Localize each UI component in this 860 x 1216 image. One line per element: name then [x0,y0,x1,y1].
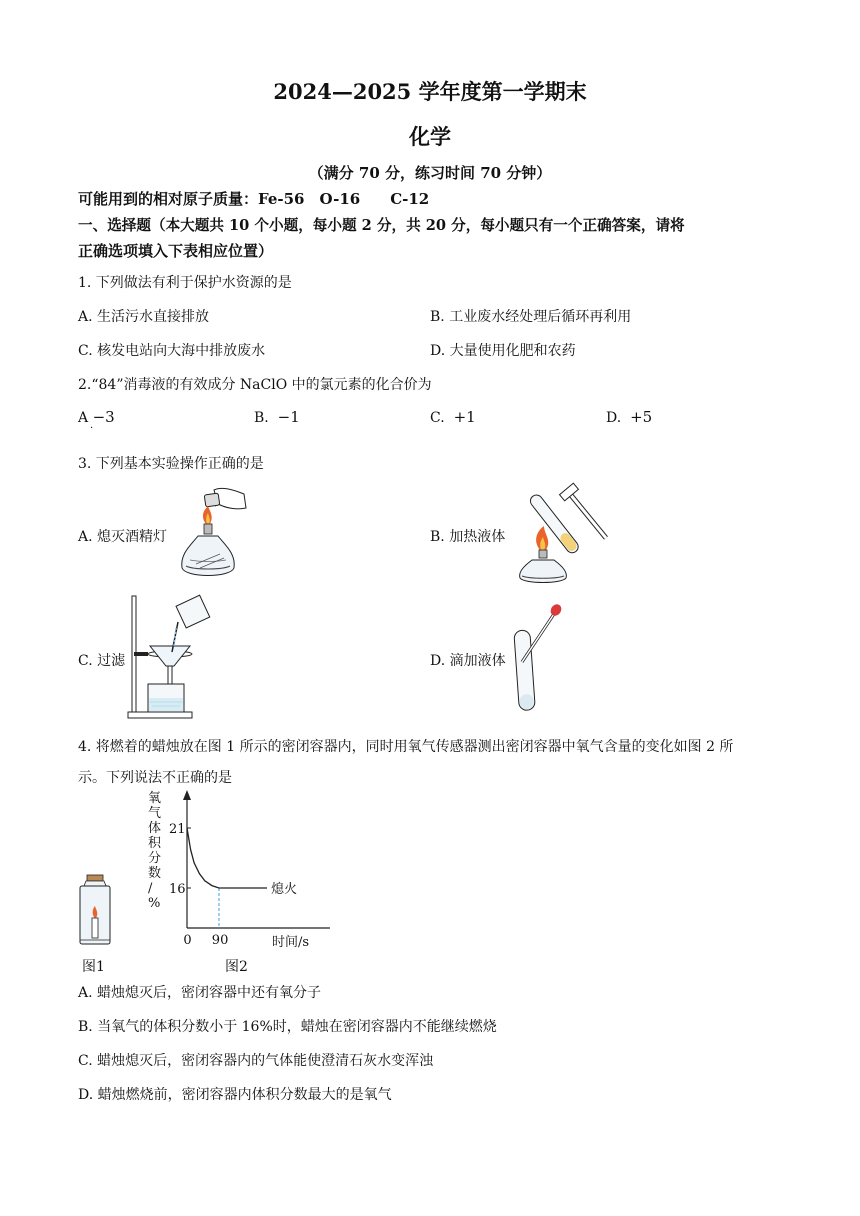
filtration-illustration [126,594,216,722]
q4-option-b: B. 当氧气的体积分数小于 16%时，蜡烛在密闭容器内不能继续燃烧 [78,1019,497,1035]
q1-option-a: A. 生活污水直接排放 [78,309,210,325]
q2-stem: 2.“84”消毒液的有效成分 NaClO 中的氯元素的化合价为 [78,377,432,393]
chart-x-tick-label: 0 [183,933,192,948]
chart-series-line [187,828,267,888]
figure1-label: 图1 [82,959,105,975]
q4-option-c: C. 蜡烛熄灭后，密闭容器内的气体能使澄清石灰水变浑浊 [78,1053,434,1069]
q2-option-d [606,408,652,426]
q2-option-a-value: −3 [92,408,115,426]
figure1-jar-candle [78,874,112,946]
atomic-masses: 可能用到的相对原子质量：Fe-56 O-16 C-12 [78,190,430,208]
q2-option-b-letter: B. [254,410,269,426]
exam-title: 2024—2025 学年度第一学期末 [273,79,587,104]
subject-title: 化学 [409,124,451,149]
chart-y-tick-label: 21 [169,822,186,837]
chart-xlabel: 时间/s [272,935,310,950]
chart-x-tick-label: 90 [211,933,229,948]
q4-stem-line2: 示。下列说法不正确的是 [78,770,232,786]
chart-ylabel-char: 体 [148,821,162,836]
q3-stem: 3. 下列基本实验操作正确的是 [78,456,264,472]
chart-y-axis-arrow [183,790,191,800]
q2-option-c-value: +1 [453,408,476,426]
figure2-label: 图2 [225,959,248,975]
q1-option-d: D. 大量使用化肥和农药 [430,343,576,359]
q4-stem-line1: 4. 将燃着的蜡烛放在图 1 所示的密闭容器内，同时用氧气传感器测出密闭容器中氧气含量的变化如图 2 所 [78,739,734,755]
chart-annotation: 熄火 [271,882,298,897]
q2-option-d-letter: D. [606,410,622,426]
q1-option-c: C. 核发电站向大海中排放废水 [78,343,266,359]
q2-option-c [430,408,476,426]
q3-option-c: C. 过滤 [78,653,126,669]
q2-option-c-letter: C. [430,410,445,426]
q4-option-a: A. 蜡烛熄灭后，密闭容器中还有氧分子 [78,985,322,1001]
chart-ylabel [148,791,162,911]
q2-option-d-value: +5 [630,408,653,426]
q4-option-d: D. 蜡烛燃烧前，密闭容器内体积分数最大的是氧气 [78,1087,392,1103]
section-heading-line1: 一、选择题（本大题共 10 个小题，每小题 2 分，共 20 分，每小题只有一个正确答案，请将 [78,217,685,234]
q3-option-b: B. 加热液体 [430,529,506,545]
chart-ylabel-char: 积 [148,836,162,851]
chart-ylabel-char: 氧 [148,791,162,806]
chart-y-tick-label: 16 [169,882,186,897]
q2-option-b-value: −1 [277,408,300,426]
q1-stem: 1. 下列做法有利于保护水资源的是 [78,275,292,291]
section-heading-line2: 正确选项填入下表相应位置） [78,242,274,260]
chart-ylabel-char: 分 [148,851,162,866]
chart-ticks [169,822,228,948]
chart-ylabel-char: 数 [148,866,162,881]
q2-dot: · [90,423,94,434]
exam-info: （满分 70 分，练习时间 70 分钟） [308,164,552,182]
q1-option-b: B. 工业废水经处理后循环再利用 [430,309,632,325]
dropper-illustration [508,602,574,714]
q2-option-a [78,408,115,426]
alcohol-lamp-extinguish-illustration [170,484,250,584]
chart-ylabel-char: 气 [148,806,162,821]
q2-option-b [254,408,300,426]
chart-ylabel-char: % [148,896,161,911]
q2-option-a-letter: A [78,410,89,426]
heating-liquid-illustration [510,478,620,586]
chart-ylabel-char: / [148,881,153,896]
q3-option-d: D. 滴加液体 [430,653,506,669]
oxygen-chart [140,788,340,953]
q3-option-a: A. 熄灭酒精灯 [78,529,168,545]
